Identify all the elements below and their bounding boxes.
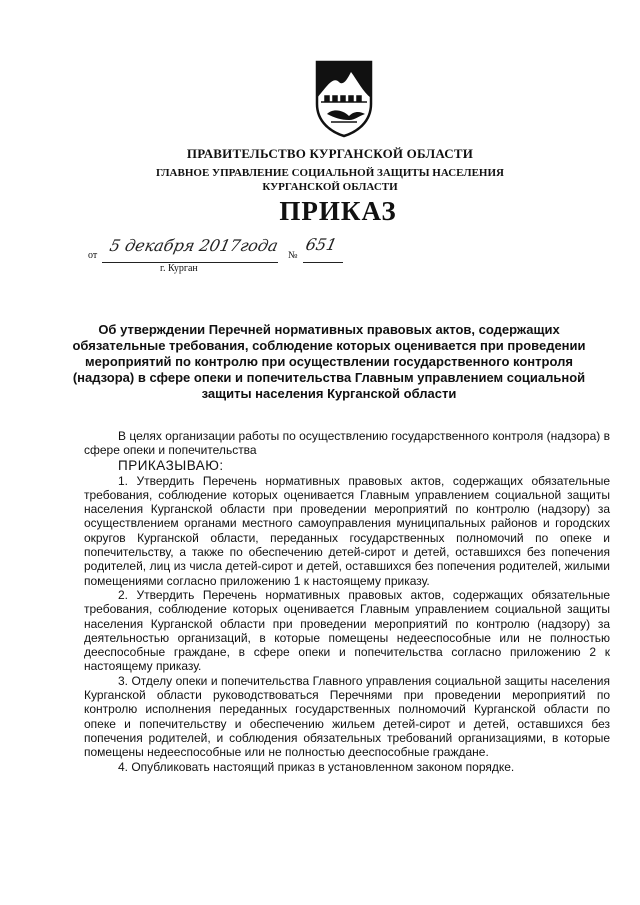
preamble-paragraph: В целях организации работы по осуществлению государственного контроля (надзора) в сфере опеки и попечительства — [84, 429, 610, 458]
department-line-2: КУРГАНСКОЙ ОБЛАСТИ — [262, 181, 398, 193]
government-name: ПРАВИТЕЛЬСТВО КУРГАНСКОЙ ОБЛАСТИ — [186, 146, 474, 161]
handwritten-number: 651 — [303, 235, 339, 254]
department-line-1: ГЛАВНОЕ УПРАВЛЕНИЕ СОЦИАЛЬНОЙ ЗАЩИТЫ НАСЕЛЕНИЯ — [156, 167, 504, 179]
date-number-line — [88, 236, 388, 276]
department-name — [10, 166, 640, 194]
command-word: ПРИКАЗЫВАЮ: — [118, 457, 224, 473]
item-paragraph-3: 3. Отделу опеки и попечительства Главного управления социальной защиты населения Курганской области руководствоваться Перечнями при проведении мероприятий по контролю исполнения переданных государственных полномочий Курганской области по опеке и попечительству и обеспечению жильем детей-сирот и детей, оставшихся без попечения родителей, и соблюдения обязательных требований организациями, в которые помещены недееспособные или не полностью дееспособные граждане. — [84, 673, 610, 760]
document-type: ПРИКАЗ — [279, 196, 397, 226]
item-paragraph-2: 2. Утвердить Перечень нормативных правовых актов, содержащих обязательные требования, соблюдение которых оценивается Главным управлением социальной защиты населения Курганской области при проведении мероприятий по контролю (надзору) за деятельностью организаций, в которые помещены недееспособные или не полностью дееспособные граждане, в сфере опеки и попечительства согласно приложению 2 к настоящему приказу. — [84, 587, 610, 674]
handwritten-date: 5 декабря 2017года — [107, 236, 280, 255]
from-label: от — [88, 250, 98, 261]
number-label: № — [288, 250, 298, 261]
item-paragraph-1: 1. Утвердить Перечень нормативных правовых актов, содержащих обязательные требования, соблюдение которых оценивается Главным управлением социальной защиты населения Курганской области при проведении мероприятий по контролю (надзору) за осуществлением органами местного самоуправления муниципальных районов и городских округов Курганской области, переданных государственных полномочий по опеке и попечительству, а также по обеспечению детей-сирот и детей, оставшихся без попечения родителей, лиц из числа детей-сирот и детей, оставшихся без попечения родителей, жилыми помещениями согласно приложению 1 к настоящему приказу. — [84, 473, 610, 588]
coat-of-arms-icon — [313, 58, 375, 138]
number-underline — [303, 262, 343, 263]
item-paragraph-4: 4. Опубликовать настоящий приказ в установленном законом порядке. — [118, 759, 515, 774]
city-label: г. Курган — [160, 263, 198, 274]
document-title: Об утверждении Перечней нормативных правовых актов, содержащих обязательные требования, соблюдение которых оценивается при проведении мероприятий по контролю при осуществлении государственного контроля (надзора) в сфере опеки и попечительства Главным управлением социальной защиты населения Курганской области — [72, 322, 586, 401]
document-body — [84, 429, 610, 774]
